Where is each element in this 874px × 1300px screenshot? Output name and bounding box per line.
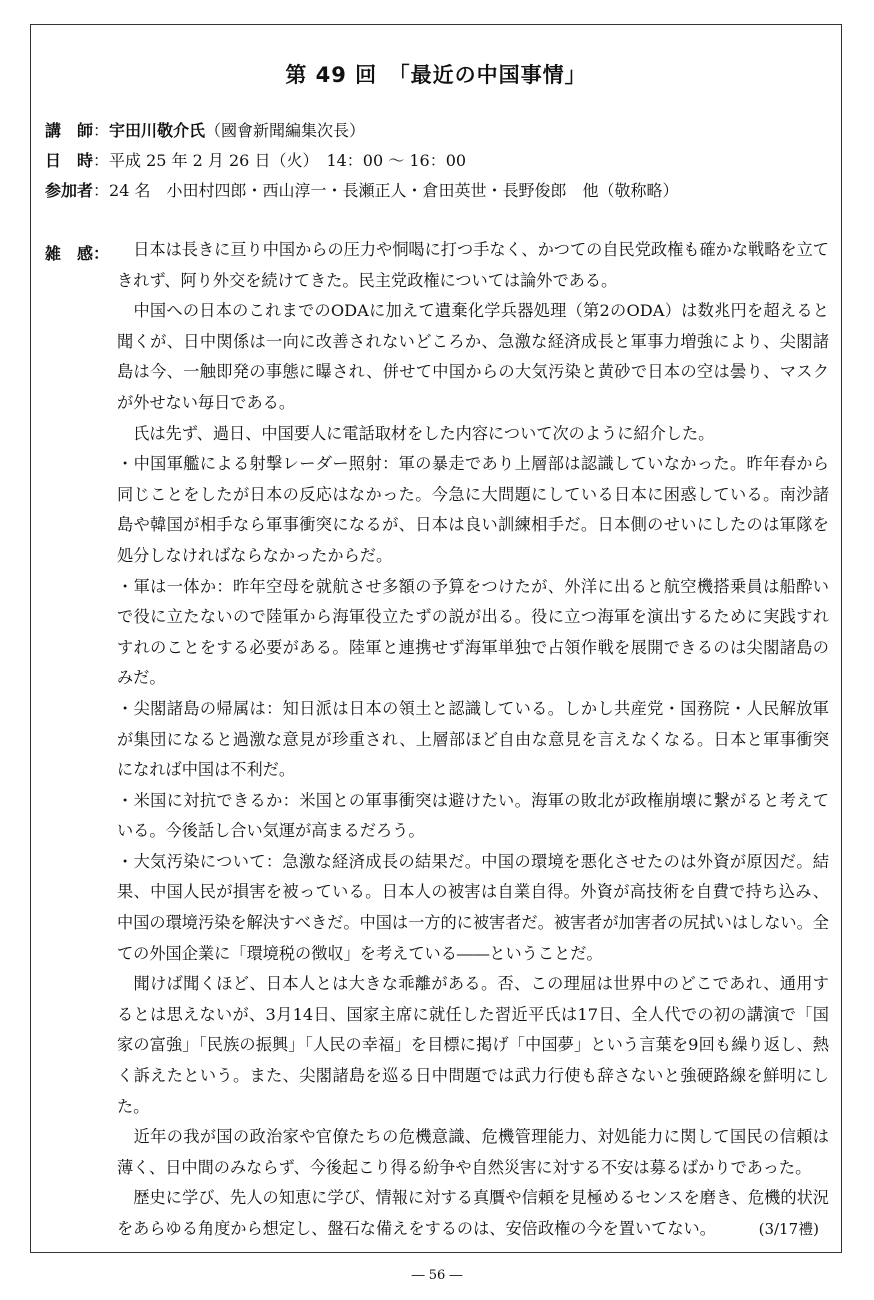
- paragraph: 氏は先ず、過日、中国要人に電話取材をした内容について次のように紹介した。: [117, 423, 715, 443]
- participants-colon: ：: [93, 181, 110, 200]
- date-label: 日 時: [45, 151, 94, 170]
- impressions-label: 雑 感：: [45, 244, 110, 263]
- paragraph: 聞けば聞くほど、日本人とは大きな乖離がある。否、この理屈は世界中のどこであれ、通用するとは思えないが、3月14日、国家主席に就任した習近平氏は17日、全人代での初の講演で「国家の富強」「民族の振興」「人民の幸福」を目標に掲げ「中国夢」という言葉を9回も繰り返し、熱く訴えたという。また、尖閣諸島を巡る日中問題では武力行使も辞さないと強硬路線を鮮明にした。: [117, 974, 829, 1116]
- paragraph: 近年の我が国の政治家や官僚たちの危機意識、危機管理能力、対処能力に関して国民の信頼は薄く、日中間のみならず、今後起こり得る紛争や自然災害に対する不安は募るばかりであった。: [117, 1127, 829, 1177]
- lecturer-colon: ：: [93, 121, 110, 140]
- bullet-paragraph: ・軍は一体か：昨年空母を就航させ多額の予算をつけたが、外洋に出ると航空機搭乗員は船酔いで役に立たないので陸軍から海軍役立たずの説が出る。役に立つ海軍を演出するために実践すれすれのことをする必要がある。陸軍と連携せず海軍単独で占領作戦を展開できるのは尖閣諸島のみだ。: [117, 576, 829, 688]
- impressions-body: [117, 235, 829, 1245]
- date-colon: ：: [93, 151, 110, 170]
- participants-value: 24 名 小田村四郎・西山淳一・長瀬正人・倉田英世・長野俊郎 他（敬称略）: [109, 181, 679, 200]
- paragraph: 中国への日本のこれまでのODAに加えて遺棄化学兵器処理（第2のODA）は数兆円を超えると聞くが、日中関係は一向に改善されないどころか、急激な経済成長と軍事力増強により、尖閣諸島は今、一触即発の事態に曝され、併せて中国からの大気汚染と黄砂で日本の空は曇り、マスクが外せない毎日である。: [117, 301, 830, 412]
- lecturer-label: 講 師: [45, 121, 94, 140]
- bullet-paragraph: ・中国軍艦による射撃レーダー照射：軍の暴走であり上層部は認識していなかった。昨年春から同じことをしたが日本の反応はなかった。今急に大問題にしている日本に困惑している。南沙諸島や韓国が相手なら軍事衝突になるが、日本は良い訓練相手だ。日本側のせいにしたのは軍隊を処分しなければならなかったからだ。: [117, 454, 829, 565]
- page-title: 第 49 回 「最近の中国事情」: [285, 63, 587, 87]
- signoff: (3/17禮): [758, 1220, 819, 1238]
- page-number: ― 56 ―: [411, 1268, 463, 1283]
- bullet-paragraph: ・米国に対抗できるか：米国との軍事衝突は避けたい。海軍の敗北が政権崩壊に繋がると考えている。今後話し合い気運が高まるだろう。: [117, 790, 829, 841]
- lecturer-row: [45, 118, 365, 141]
- paragraph: 歴史に学び、先人の知恵に学び、情報に対する真贋や信頼を見極めるセンスを磨き、危機的状況をあらゆる角度から想定し、盤石な備えをするのは、安倍政権の今を置いてない。: [117, 1188, 829, 1238]
- date-value: 平成 25 年 2 月 26 日（火） 14：00 ～ 16：00: [109, 151, 467, 170]
- lecturer-affiliation: （國會新聞編集次長）: [205, 121, 366, 140]
- participants-row: [45, 178, 678, 201]
- article-frame: [30, 24, 842, 1253]
- bullet-paragraph: ・大気汚染について：急激な経済成長の結果だ。中国の環境を悪化させたのは外資が原因だ。結果、中国人民が損害を被っている。日本人の被害は自業自得。外資が高技術を自費で持ち込み、中国の環境汚染を解決すべきだ。中国は一方的に被害者だ。被害者が加害者の尻拭いはしない。全ての外国企業に「環境税の徴収」を考えている――ということだ。: [117, 851, 829, 963]
- lecturer-name: 宇田川敬介氏: [109, 121, 206, 140]
- participants-label: 参加者: [45, 181, 94, 200]
- bullet-paragraph: ・尖閣諸島の帰属は：知日派は日本の領土と認識している。しかし共産党・国務院・人民解放軍が集団になると過激な意見が珍重され、上層部ほど自由な意見を言えなくなる。日本と軍事衝突になれば中国は不利だ。: [117, 698, 829, 780]
- paragraph: 日本は長きに亘り中国からの圧力や恫喝に打つ手なく、かつての自民党政権も確かな戦略を立てきれず、阿り外交を続けてきた。民主党政権については論外である。: [117, 240, 829, 290]
- date-row: [45, 148, 466, 171]
